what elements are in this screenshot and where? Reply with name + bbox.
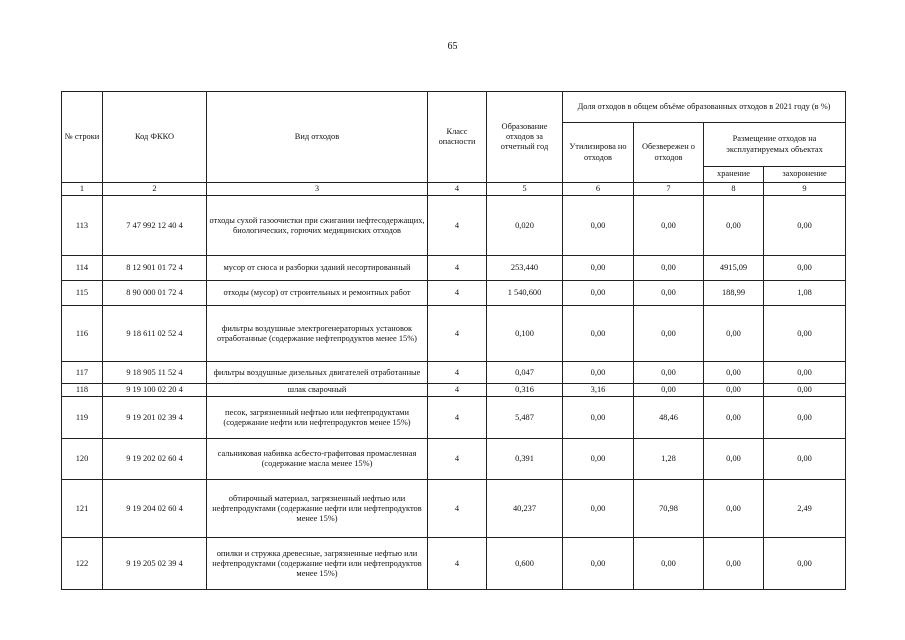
storage-share: 0,00 (704, 538, 764, 590)
generated-amount: 40,237 (487, 480, 563, 538)
fkko-code: 9 19 205 02 39 4 (103, 538, 207, 590)
column-number: 1 (62, 183, 103, 196)
utilized-share: 0,00 (563, 480, 634, 538)
column-number: 6 (563, 183, 634, 196)
neutralized-share: 48,46 (634, 397, 704, 439)
generated-amount: 0,020 (487, 196, 563, 256)
header-neutralized: Обезвережен о отходов (634, 123, 704, 183)
hazard-class: 4 (428, 281, 487, 306)
burial-share: 0,00 (764, 306, 846, 362)
utilized-share: 0,00 (563, 439, 634, 480)
burial-share: 1,08 (764, 281, 846, 306)
row-number: 113 (62, 196, 103, 256)
hazard-class: 4 (428, 306, 487, 362)
fkko-code: 8 90 000 01 72 4 (103, 281, 207, 306)
header-utilized: Утилизирова но отходов (563, 123, 634, 183)
storage-share: 188,99 (704, 281, 764, 306)
utilized-share: 0,00 (563, 397, 634, 439)
column-number: 7 (634, 183, 704, 196)
utilized-share: 0,00 (563, 256, 634, 281)
neutralized-share: 70,98 (634, 480, 704, 538)
storage-share: 4915,09 (704, 256, 764, 281)
generated-amount: 253,440 (487, 256, 563, 281)
waste-kind: отходы (мусор) от строительных и ремонтных работ (207, 281, 428, 306)
burial-share: 0,00 (764, 439, 846, 480)
row-number: 122 (62, 538, 103, 590)
hazard-class: 4 (428, 384, 487, 397)
utilized-share: 0,00 (563, 196, 634, 256)
generated-amount: 1 540,600 (487, 281, 563, 306)
page-number: 65 (447, 41, 458, 52)
row-number: 120 (62, 439, 103, 480)
utilized-share: 0,00 (563, 362, 634, 384)
fkko-code: 9 18 905 11 52 4 (103, 362, 207, 384)
waste-kind: обтирочный материал, загрязненный нефтью или нефтепродуктами (содержание нефти или нефтепродуктов менее 15%) (207, 480, 428, 538)
hazard-class: 4 (428, 439, 487, 480)
burial-share: 0,00 (764, 362, 846, 384)
hazard-class: 4 (428, 256, 487, 281)
table-header (62, 92, 846, 196)
fkko-code: 9 19 201 02 39 4 (103, 397, 207, 439)
neutralized-share: 1,28 (634, 439, 704, 480)
column-number-row (62, 183, 846, 196)
table-row (62, 306, 846, 362)
waste-kind: сальниковая набивка асбесто-графитовая промасленная (содержание масла менее 15%) (207, 439, 428, 480)
neutralized-share: 0,00 (634, 362, 704, 384)
storage-share: 0,00 (704, 306, 764, 362)
table-row (62, 196, 846, 256)
burial-share: 0,00 (764, 256, 846, 281)
waste-kind: шлак сварочный (207, 384, 428, 397)
header-placement-group: Размещение отходов на эксплуатируемых объектах (704, 123, 846, 167)
generated-amount: 0,316 (487, 384, 563, 397)
utilized-share: 0,00 (563, 306, 634, 362)
header-storage: хранение (704, 167, 764, 183)
waste-kind: отходы сухой газоочистки при сжигании нефтесодержащих, биологических, горючих медицинских отходов (207, 196, 428, 256)
utilized-share: 3,16 (563, 384, 634, 397)
header-row-no: № строки (62, 92, 103, 183)
header-waste-type: Вид отходов (207, 92, 428, 183)
column-number: 3 (207, 183, 428, 196)
table-row (62, 538, 846, 590)
row-number: 116 (62, 306, 103, 362)
fkko-code: 9 18 611 02 52 4 (103, 306, 207, 362)
utilized-share: 0,00 (563, 281, 634, 306)
neutralized-share: 0,00 (634, 538, 704, 590)
hazard-class: 4 (428, 397, 487, 439)
fkko-code: 9 19 204 02 60 4 (103, 480, 207, 538)
header-burial: захоронение (764, 167, 846, 183)
header-fkko-code: Код ФККО (103, 92, 207, 183)
header-generated: Образование отходов за отчетный год (487, 92, 563, 183)
fkko-code: 7 47 992 12 40 4 (103, 196, 207, 256)
column-number: 5 (487, 183, 563, 196)
burial-share: 0,00 (764, 384, 846, 397)
column-number: 4 (428, 183, 487, 196)
utilized-share: 0,00 (563, 538, 634, 590)
table-row (62, 362, 846, 384)
table-row (62, 397, 846, 439)
storage-share: 0,00 (704, 439, 764, 480)
hazard-class: 4 (428, 480, 487, 538)
header-hazard-class: Класс опасности (428, 92, 487, 183)
burial-share: 2,49 (764, 480, 846, 538)
hazard-class: 4 (428, 538, 487, 590)
table-body (62, 196, 846, 590)
column-number: 8 (704, 183, 764, 196)
header-share-group: Доля отходов в общем объёме образованных отходов в 2021 году (в %) (563, 92, 846, 123)
waste-table (61, 91, 846, 590)
neutralized-share: 0,00 (634, 306, 704, 362)
generated-amount: 0,100 (487, 306, 563, 362)
row-number: 118 (62, 384, 103, 397)
row-number: 115 (62, 281, 103, 306)
storage-share: 0,00 (704, 480, 764, 538)
hazard-class: 4 (428, 362, 487, 384)
row-number: 121 (62, 480, 103, 538)
column-number: 9 (764, 183, 846, 196)
generated-amount: 0,047 (487, 362, 563, 384)
waste-kind: мусор от сноса и разборки зданий несортированный (207, 256, 428, 281)
generated-amount: 0,391 (487, 439, 563, 480)
burial-share: 0,00 (764, 397, 846, 439)
neutralized-share: 0,00 (634, 281, 704, 306)
table-row (62, 384, 846, 397)
fkko-code: 9 19 202 02 60 4 (103, 439, 207, 480)
fkko-code: 8 12 901 01 72 4 (103, 256, 207, 281)
row-number: 119 (62, 397, 103, 439)
column-number: 2 (103, 183, 207, 196)
storage-share: 0,00 (704, 397, 764, 439)
row-number: 117 (62, 362, 103, 384)
table-row (62, 281, 846, 306)
storage-share: 0,00 (704, 362, 764, 384)
waste-kind: фильтры воздушные электрогенераторных установок отработанные (содержание нефтепродуктов менее 15%) (207, 306, 428, 362)
storage-share: 0,00 (704, 196, 764, 256)
storage-share: 0,00 (704, 384, 764, 397)
generated-amount: 5,487 (487, 397, 563, 439)
neutralized-share: 0,00 (634, 256, 704, 281)
waste-kind: опилки и стружка древесные, загрязненные нефтью или нефтепродуктами (содержание нефти или нефтепродуктов менее 15%) (207, 538, 428, 590)
row-number: 114 (62, 256, 103, 281)
hazard-class: 4 (428, 196, 487, 256)
burial-share: 0,00 (764, 538, 846, 590)
fkko-code: 9 19 100 02 20 4 (103, 384, 207, 397)
table-row (62, 256, 846, 281)
neutralized-share: 0,00 (634, 384, 704, 397)
burial-share: 0,00 (764, 196, 846, 256)
neutralized-share: 0,00 (634, 196, 704, 256)
waste-kind: песок, загрязненный нефтью или нефтепродуктами (содержание нефти или нефтепродуктов менее 15%) (207, 397, 428, 439)
waste-kind: фильтры воздушные дизельных двигателей отработанные (207, 362, 428, 384)
table-row (62, 480, 846, 538)
generated-amount: 0,600 (487, 538, 563, 590)
table-row (62, 439, 846, 480)
